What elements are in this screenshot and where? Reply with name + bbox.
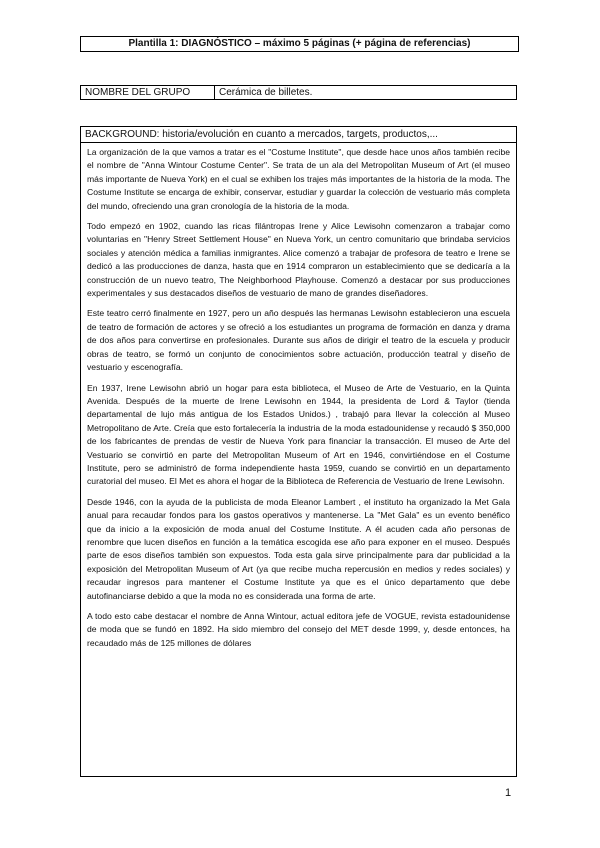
group-name-row (81, 86, 517, 100)
background-body (81, 143, 516, 650)
background-paragraph-4: En 1937, Irene Lewisohn abrió un hogar para esta biblioteca, el Museo de Arte de Vestuario, en la Quinta Avenida. Después de la muerte de Irene Lewisohn en 1944, la presidenta de Lord & Taylor (tienda departamental de lujo más antigua de los Estados Unidos.) , trabajó para llevar la colección al Museo Metropolitano de Arte. Creía que esto fortalecería la industria de la moda estadounidense y recaudó $ 350,000 de los fabricantes de prendas de vestir de Nueva York para financiar la transacción. El museo de Arte del Vestuario se convirtió en parte del Metropolitan Museum of Art en 1946, convirtiéndose en el Costume Institute, pero se administró de forma independiente hasta 1959, cuando se convirtió en un departamento curatorial del museo. El Met es ahora el hogar de la Biblioteca de Referencia de Vestuario de Irene Lewisohn. (87, 382, 510, 487)
background-section (80, 126, 517, 777)
page-title: Plantilla 1: DIAGNÓSTICO – máximo 5 páginas (+ página de referencias) (80, 36, 519, 52)
group-name-value: Cerámica de billetes. (215, 86, 517, 100)
background-paragraph-3: Este teatro cerró finalmente en 1927, pero un año después las hermanas Lewisohn establecieron una escuela de teatro de formación de actores y se ofreció a los estudiantes un programa de formación en danza y drama de dos años para convertirse en profesionales. Durante sus años de dirigir el teatro de la escuela y producir obras de teatro, se formó un conjunto de conocimientos sobre actuación, producción teatral y diseño de vestuario y escenografía. (87, 308, 510, 373)
page-number: 1 (505, 787, 512, 799)
background-paragraph-6: A todo esto cabe destacar el nombre de Anna Wintour, actual editora jefe de VOGUE, revista estadounidense de moda que se fundó en 1892. Ha sido miembro del consejo del MET desde 1999, y, desde entonces, ha recaudado más de 125 millones de dólares (87, 611, 510, 648)
background-header: BACKGROUND: historia/evolución en cuanto a mercados, targets, productos,... (81, 127, 516, 143)
group-name-label: NOMBRE DEL GRUPO (81, 86, 215, 100)
background-paragraph-1: La organización de la que vamos a tratar es el "Costume Institute", que desde hace unos años también recibe el nombre de "Anna Wintour Costume Center". Se trata de un ala del Metropolitan Museum of Art (el museo más importante de Nueva York) en el cual se exhiben los trajes más importantes de la historia de la moda. The Costume Institute se encarga de exhibir, conservar, estudiar y guardar la colección de vestuario más completa del mundo, ofreciendo una gran cronología de la historia de la moda. (87, 147, 510, 211)
background-paragraph-5: Desde 1946, con la ayuda de la publicista de moda Eleanor Lambert , el instituto ha organizado la Met Gala anual para recaudar fondos para los gastos operativos y mantenerse. La "Met Gala" es un evento benéfico que da inicio a la exposición de moda anual del Costume Institute. A él acuden cada año personas de renombre que lucen diseños en función a la temática escogida ese año para exponer en el museo. Después parte de esos diseños también son expuestos. Toda esta gala sirve principalmente para dar publicidad a la exposición del Metropolitan Museum of Art (ya que recibe mucha repercusión en medios y redes sociales) y recaudar ingresos para mantener el Costume Institute ya que es el único departamento que debe autofinanciarse debido a que la moda no es considerada una forma de arte. (87, 496, 510, 601)
group-name-table (80, 85, 517, 100)
background-paragraph-2: Todo empezó en 1902, cuando las ricas filántropas Irene y Alice Lewisohn comenzaron a trabajar como voluntarias en "Henry Street Settlement House" en Nueva York, un centro comunitario que brindaba servicios sociales y atención médica a familias inmigrantes. Alice comenzó a trabajar de profesora de teatro e Irene se dedicó a las producciones de danza, hasta que en 1914 compraron un establecimiento que se dedicaría a la construcción de un nuevo teatro, The Neighborhood Playhouse. Comenzó a destacar por sus producciones experimentales y sus destacados diseños de vestuario de mano de grandes diseñadores. (87, 221, 510, 299)
